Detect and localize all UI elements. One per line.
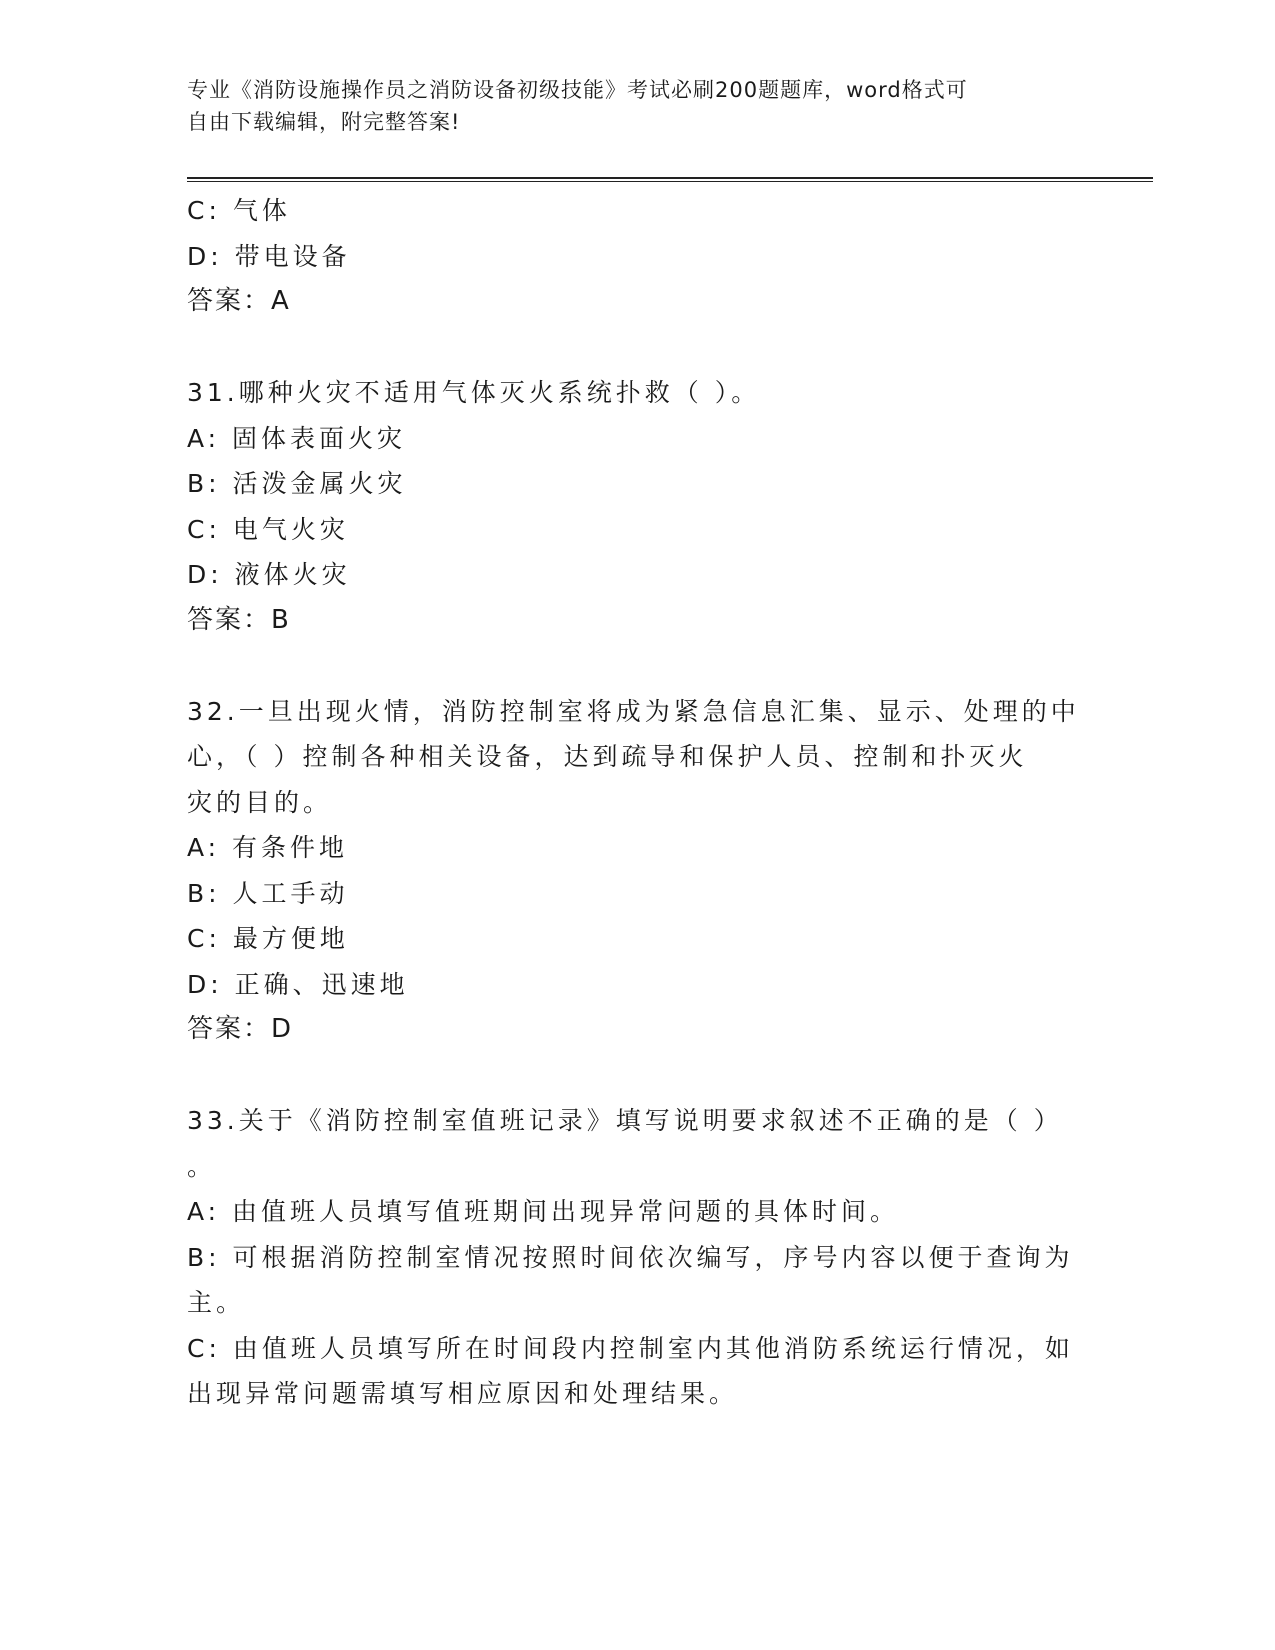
option-c: C: 电气火灾 [187, 514, 349, 544]
answer-text: 答案：A [187, 286, 291, 316]
question-stem-line-2: 心，（ ）控制各种相关设备，达到疏导和保护人员、控制和扑灭火 [187, 742, 1028, 771]
question-stem-line-3: 灾的目的。 [187, 787, 333, 817]
spacer [187, 643, 1087, 689]
option-d: D: 带电设备 [187, 241, 351, 271]
option-a: A: 由值班人员填写值班期间出现异常问题的具体时间。 [187, 1197, 900, 1226]
answer-text: 答案：D [187, 1014, 294, 1044]
header-divider [187, 177, 1153, 182]
question-stem-line-2: 。 [187, 1151, 217, 1181]
question-31 [187, 370, 1087, 643]
question-stem-line-1: 33.关于《消防控制室值班记录》填写说明要求叙述不正确的是（ ） [187, 1106, 1063, 1135]
header-title-line-1: 专业《消防设施操作员之消防设备初级技能》考试必刷200题题库，word格式可 [187, 78, 968, 102]
question-list [187, 188, 1087, 1417]
question-stem: 31.哪种火灾不适用气体灭火系统扑救（ ）。 [187, 378, 761, 407]
option-d: D: 液体火灾 [187, 560, 351, 589]
option-c: C: 最方便地 [187, 924, 349, 953]
question-30-continued [187, 188, 1087, 325]
option-b-line-2: 主。 [187, 1288, 246, 1317]
spacer [187, 325, 1087, 371]
option-a: A: 固体表面火灾 [187, 423, 407, 453]
question-33 [187, 1098, 1087, 1417]
option-b: B: 人工手动 [187, 878, 349, 908]
option-a: A: 有条件地 [187, 833, 349, 862]
option-b: B: 活泼金属火灾 [187, 469, 407, 498]
question-32 [187, 689, 1087, 1053]
page-header [187, 74, 1067, 138]
option-b-line-1: B: 可根据消防控制室情况按照时间依次编写，序号内容以便于查询为 [187, 1242, 1074, 1272]
question-stem-line-1: 32.一旦出现火情，消防控制室将成为紧急信息汇集、显示、处理的中 [187, 696, 1080, 726]
option-c: C: 气体 [187, 196, 291, 225]
option-c-line-1: C: 由值班人员填写所在时间段内控制室内其他消防系统运行情况，如 [187, 1333, 1074, 1363]
option-d: D: 正确、迅速地 [187, 969, 409, 999]
answer-text: 答案：B [187, 604, 291, 635]
spacer [187, 1053, 1087, 1099]
header-title-line-2: 自由下载编辑，附完整答案! [187, 110, 461, 134]
option-c-line-2: 出现异常问题需填写相应原因和处理结果。 [187, 1379, 739, 1408]
